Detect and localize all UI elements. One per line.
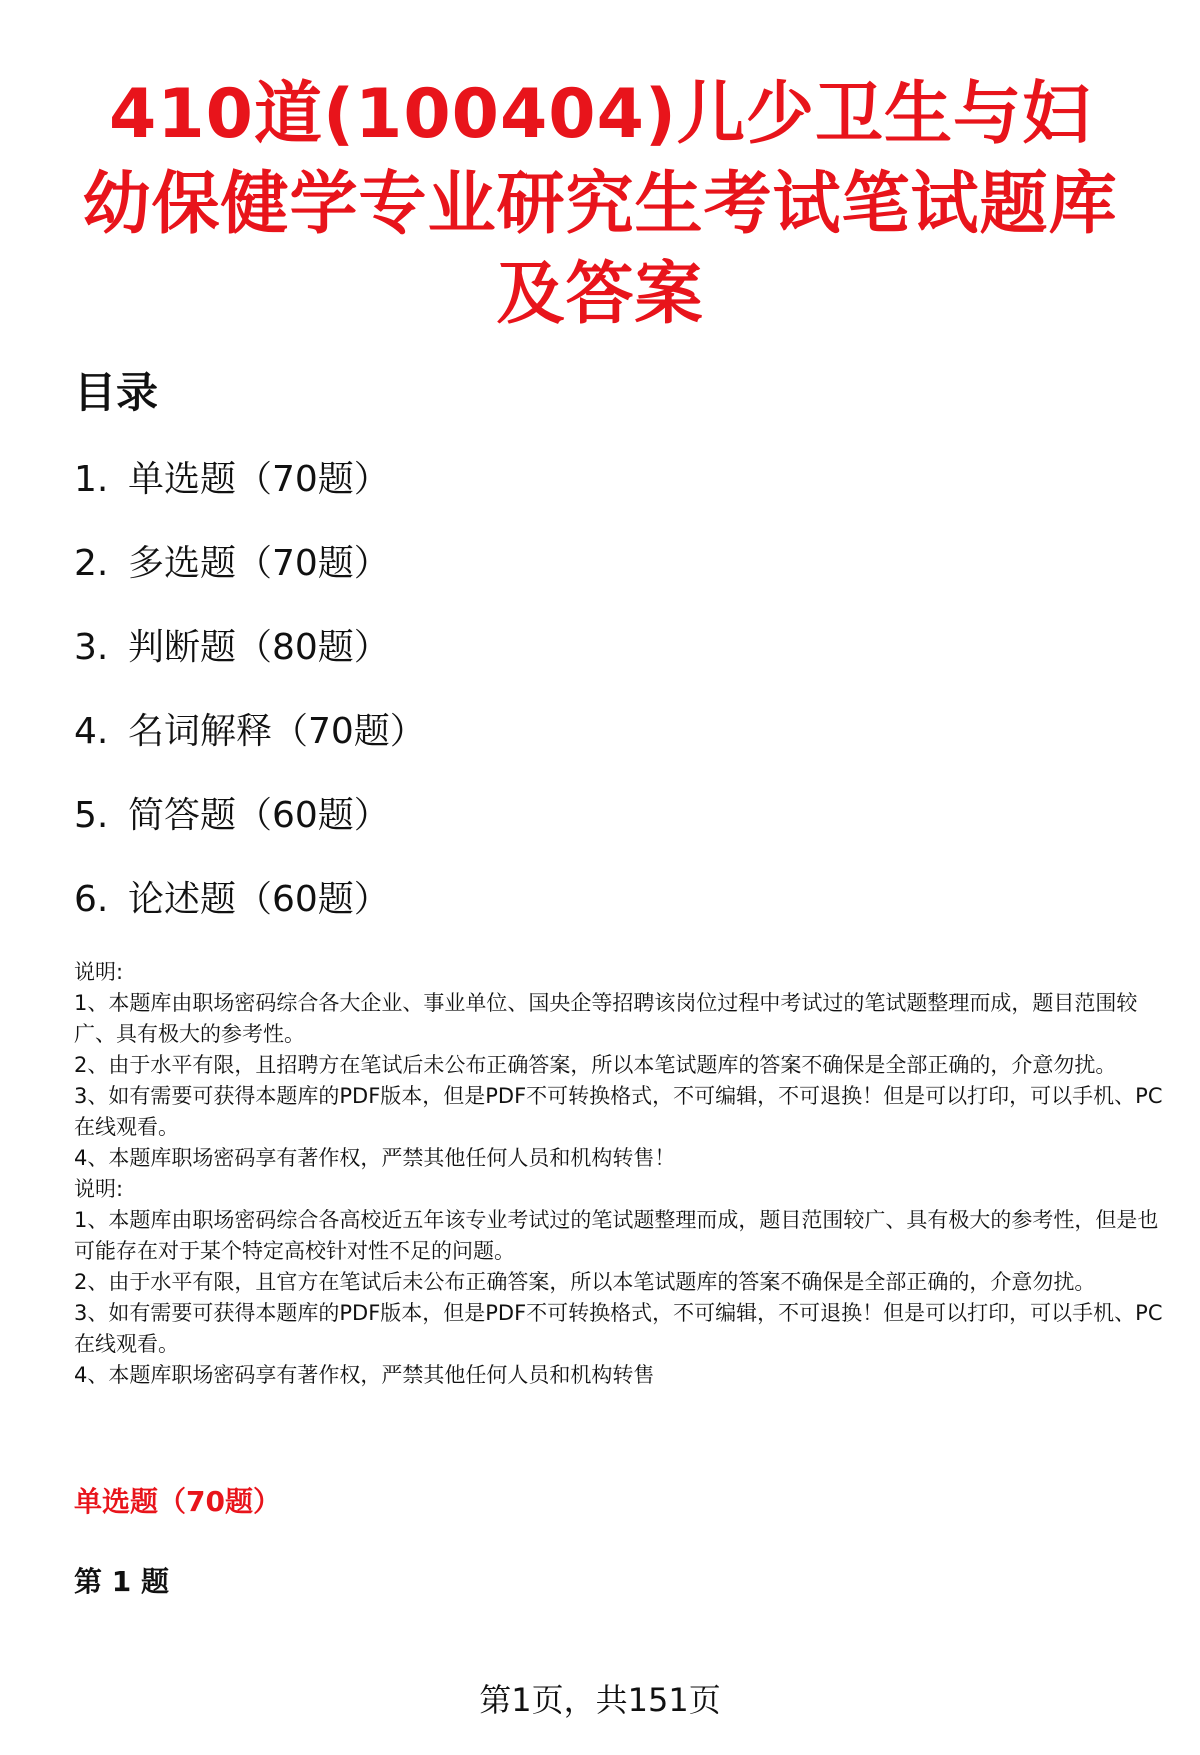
toc-item-term-definition[interactable] — [74, 707, 426, 791]
toc-item-number: 1. — [74, 459, 109, 500]
toc-item-label: 论述题（60题） — [128, 879, 390, 920]
toc-item-label: 多选题（70题） — [128, 543, 390, 584]
notes-line: 说明: — [74, 960, 124, 984]
toc-item-number: 3. — [74, 627, 109, 668]
notes-block — [74, 957, 1164, 1391]
toc-item-label: 单选题（70题） — [128, 459, 390, 500]
toc-item-multiple-choice[interactable] — [74, 539, 426, 623]
toc-item-number: 2. — [74, 543, 109, 584]
section-heading-single-choice: 单选题（70题） — [74, 1485, 281, 1518]
toc-item-single-choice[interactable] — [74, 455, 426, 539]
notes-line: 3、如有需要可获得本题库的PDF版本，但是PDF不可转换格式，不可编辑，不可退换！但是可以打印，可以手机、PC在线观看。 — [74, 1084, 1163, 1139]
page-number: 第1页，共151页 — [479, 1681, 721, 1719]
toc-item-true-false[interactable] — [74, 623, 426, 707]
toc-item-label: 判断题（80题） — [128, 627, 390, 668]
notes-line: 4、本题库职场密码享有著作权，严禁其他任何人员和机构转售 — [74, 1363, 655, 1387]
notes-line: 2、由于水平有限，且官方在笔试后未公布正确答案，所以本笔试题库的答案不确保是全部正确的，介意勿扰。 — [74, 1270, 1096, 1294]
toc-item-short-answer[interactable] — [74, 791, 426, 875]
toc-item-label: 名词解释（70题） — [128, 711, 426, 752]
toc-item-number: 5. — [74, 795, 109, 836]
toc-item-number: 4. — [74, 711, 109, 752]
notes-line: 1、本题库由职场密码综合各大企业、事业单位、国央企等招聘该岗位过程中考试过的笔试题整理而成，题目范围较广、具有极大的参考性。 — [74, 991, 1138, 1046]
notes-line: 说明: — [74, 1177, 124, 1201]
toc-heading: 目录 — [74, 368, 159, 417]
notes-line: 2、由于水平有限，且招聘方在笔试后未公布正确答案，所以本笔试题库的答案不确保是全部正确的，介意勿扰。 — [74, 1053, 1117, 1077]
document-title: 410道(100404)儿少卫生与妇幼保健学专业研究生考试笔试题库及答案 — [82, 75, 1118, 334]
toc-list — [74, 455, 426, 959]
toc-item-essay[interactable] — [74, 875, 426, 959]
notes-line: 3、如有需要可获得本题库的PDF版本，但是PDF不可转换格式，不可编辑，不可退换！但是可以打印，可以手机、PC在线观看。 — [74, 1301, 1163, 1356]
notes-line: 4、本题库职场密码享有著作权，严禁其他任何人员和机构转售！ — [74, 1146, 676, 1170]
toc-item-label: 简答题（60题） — [128, 795, 390, 836]
notes-line: 1、本题库由职场密码综合各高校近五年该专业考试过的笔试题整理而成，题目范围较广、具有极大的参考性，但是也可能存在对于某个特定高校针对性不足的问题。 — [74, 1208, 1159, 1263]
toc-item-number: 6. — [74, 879, 109, 920]
question-heading: 第 1 题 — [74, 1565, 169, 1598]
